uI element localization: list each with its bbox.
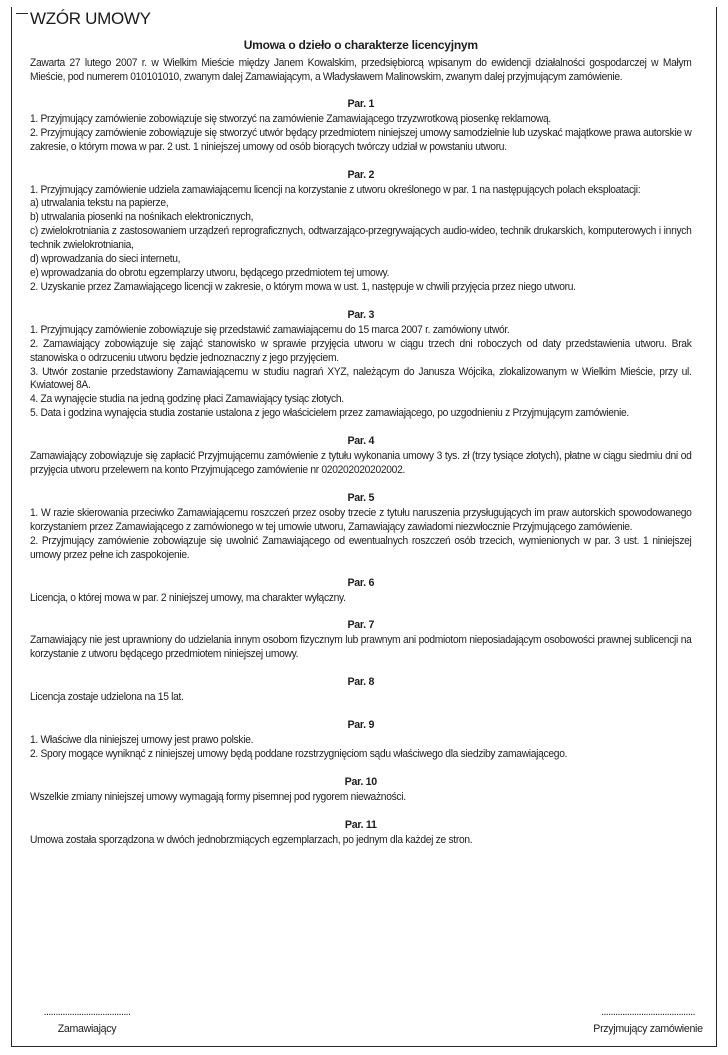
section-paragraph: Licencja, o której mowa w par. 2 niniejszej umowy, ma charakter wyłączny.	[30, 591, 346, 604]
section-par-11	[30, 818, 692, 848]
section-par-5	[30, 491, 692, 563]
signature-label-left: Zamawiający	[57, 1023, 117, 1035]
section-paragraph: 3. Utwór zostanie przedstawiony Zamawiającemu w studiu nagrań XYZ, należącym do Janusza Wójcika, zlokalizowanym w Wielkim Mieście, przy ul. Kwiatowej 8A.	[30, 365, 692, 392]
section-par-9	[30, 718, 692, 762]
section-title: Par. 2	[347, 168, 375, 181]
section-paragraph: 4. Za wynajęcie studia na jedną godzinę płaci Zamawiający tysiąc złotych.	[30, 393, 344, 406]
section-paragraph: 2. Uzyskanie przez Zamawiającego licencji w zakresie, o którym mowa w ust. 1, następuje w chwili przyjęcia przez niego utworu.	[30, 280, 576, 293]
section-title: Par. 6	[347, 576, 375, 589]
section-par-4	[30, 434, 692, 478]
document-header	[16, 6, 156, 36]
section-title: Par. 1	[347, 97, 375, 110]
section-title: Par. 5	[347, 491, 375, 504]
section-title: Par. 8	[347, 676, 375, 689]
section-paragraph: Zamawiający zobowiązuje się zapłacić Przyjmującemu zamówienie z tytułu wykonania umowy 3 tys. zł (trzy tysiące złotych), płatne w ciągu siedmiu dni od przyjęcia utworu przelewem na konto Przyjmującego zamówienie nr 020202020202002.	[30, 450, 692, 477]
signatures-block	[30, 1007, 712, 1039]
document-title: Umowa o dzieło o charakterze licencyjnym	[243, 38, 478, 52]
section-par-3	[30, 308, 692, 421]
section-paragraph: Wszelkie zmiany niniejszej umowy wymagają formy pisemnej pod rygorem nieważności.	[30, 791, 406, 803]
section-title: Par. 3	[347, 308, 375, 321]
section-title: Par. 7	[347, 619, 375, 632]
header-label: WZÓR UMOWY	[30, 9, 151, 28]
section-title: Par. 4	[347, 435, 375, 448]
section-paragraph: Licencja zostaje udzielona na 15 lat.	[30, 691, 184, 704]
section-par-7	[30, 618, 692, 662]
section-paragraph: 2. Spory mogące wyniknąć z niniejszej umowy będą poddane rozstrzygnięciom sądu właściwego dla siedziby zamawiającego.	[30, 748, 568, 761]
section-paragraph: 2. Przyjmujący zamówienie zobowiązuje się stworzyć utwór będący przedmiotem niniejszej umowy samodzielnie lub uzyskać majątkowe prawa autorskie w zakresie, o którym mowa w par. 2 ust. 1 niniejszej umowy od osób biorących twórczy udział w powstaniu utworu.	[30, 126, 692, 153]
header-rule	[16, 13, 28, 14]
document-intro: Zawarta 27 lutego 2007 r. w Wielkim Mieście między Janem Kowalskim, przedsiębiorcą wpisanym do ewidencji działalności gospodarczej w Małym Mieście, pod numerem 010101010, zwanym dalej Zamawiającym, a Władysławem Malinowskim, zwanym dalej przyjmującym zamówienie.	[30, 57, 692, 83]
section-paragraph: a) utrwalania tekstu na papierze,	[30, 197, 169, 210]
section-title: Par. 9	[347, 719, 375, 732]
section-paragraph: 5. Data i godzina wynajęcia studia zostanie ustalona z jego właścicielem przez zamawiającego, po uzgodnieniu z Przyjmującym zamówienie.	[30, 407, 629, 420]
signature-label-right: Przyjmujący zamówienie	[593, 1023, 703, 1035]
section-title: Par. 11	[344, 818, 377, 831]
section-paragraph: 1. Przyjmujący zamówienie udziela zamawiającemu licencji na korzystanie z utworu określonego w par. 1 na następujących polach eksploatacji:	[30, 183, 641, 196]
signature-line-right: ........................................	[601, 1007, 695, 1017]
section-paragraph: 1. Przyjmujący zamówienie zobowiązuje się przedstawić zamawiającemu do 15 marca 2007 r. zamówiony utwór.	[30, 323, 510, 336]
section-par-6	[30, 576, 692, 606]
section-paragraph: b) utrwalania piosenki na nośnikach elektronicznych,	[30, 211, 254, 224]
section-title: Par. 10	[344, 776, 377, 788]
section-paragraph: c) zwielokrotniania z zastosowaniem urządzeń reprograficznych, odtwarzająco-przegrywających audio-wideo, technik drukarskich, komputerowych i innych technik zwielokrotniania,	[30, 225, 692, 252]
signature-left	[30, 1007, 144, 1036]
section-par-1	[30, 97, 692, 155]
section-paragraph: e) wprowadzania do obrotu egzemplarzy utworu, będącego przedmiotem tej umowy.	[30, 266, 390, 279]
sections-container	[30, 97, 692, 848]
signature-line-left: .....................................	[43, 1007, 131, 1017]
section-par-8	[30, 675, 692, 705]
section-paragraph: 2. Przyjmujący zamówienie zobowiązuje się uwolnić Zamawiającego od ewentualnych roszczeń osób trzecich, wymienionych w par. 3 ust. 1 niniejszej umowy przez pełne ich zaspokojenie.	[30, 534, 692, 561]
section-par-10	[30, 775, 692, 805]
section-paragraph: Umowa została sporządzona w dwóch jednobrzmiących egzemplarzach, po jednym dla każdej ze stron.	[30, 833, 473, 846]
section-paragraph: d) wprowadzania do sieci internetu,	[30, 253, 181, 266]
section-paragraph: 1. W razie skierowania przeciwko Zamawiającemu roszczeń przez osoby trzecie z tytułu naruszenia przysługujących im praw autorskich spowodowanego korzystaniem przez Zamawiającego z zamówionego w tej umowie utworu, Zamawiający zawiadomi niezwłocznie Przyjmującego zamówienie.	[30, 506, 692, 533]
section-paragraph: 1. Przyjmujący zamówienie zobowiązuje się stworzyć na zamówienie Zamawiającego trzyzwrotkową piosenkę reklamową.	[30, 112, 551, 125]
section-paragraph: Zamawiający nie jest uprawniony do udzielania innym osobom fizycznym lub prawnym ani podmiotom nieposiadającym osobowości prawnej sublicencji na korzystanie z utworu będącego przedmiotem niniejszej umowy.	[30, 634, 692, 661]
section-paragraph: 2. Zamawiający zobowiązuje się zająć stanowisko w sprawie przyjęcia utworu w ciągu trzech dni roboczych od daty przedstawienia utworu. Brak stanowiska o odrzuceniu utworu będzie jednoznaczny z jego przyjęciem.	[30, 337, 692, 364]
signature-right	[584, 1007, 712, 1036]
section-par-2	[30, 168, 692, 295]
section-paragraph: 1. Właściwe dla niniejszej umowy jest prawo polskie.	[30, 734, 254, 747]
document-body	[30, 37, 692, 861]
